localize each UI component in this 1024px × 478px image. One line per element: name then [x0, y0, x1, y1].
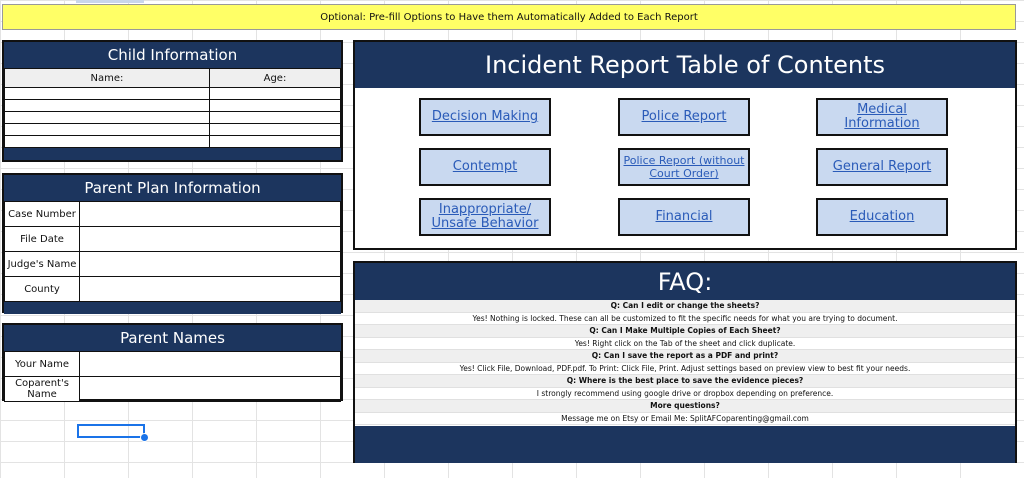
child-age-cell[interactable]: [209, 124, 340, 136]
judges-name-label: Judge's Name: [5, 252, 80, 277]
child-age-cell[interactable]: [209, 100, 340, 112]
child-age-header: Age:: [209, 69, 340, 88]
child-age-cell[interactable]: [209, 88, 340, 100]
parent-plan-footer: [4, 302, 341, 314]
toc-link-police-report[interactable]: Police Report: [618, 98, 750, 136]
faq-answer: Yes! Click File, Download, PDF.pdf. To Print: Click File, Print. Adjust settings based on preview view to best fit your needs.: [355, 363, 1015, 376]
faq-question: More questions?: [355, 400, 1015, 413]
case-number-label: Case Number: [5, 202, 80, 227]
faq-answer: Message me on Etsy or Email Me: SplitAFCoparenting@gmail.com: [355, 413, 1015, 426]
child-information-footer: [4, 148, 341, 160]
faq-answer: Yes! Nothing is locked. These can all be customized to fit the specific needs for what you are trying to document.: [355, 313, 1015, 326]
faq-panel: [353, 261, 1017, 463]
case-number-field[interactable]: [80, 202, 341, 227]
child-name-header: Name:: [5, 69, 210, 88]
prefill-banner: Optional: Pre-fill Options to Have them Automatically Added to Each Report: [2, 4, 1016, 30]
child-name-cell[interactable]: [5, 136, 210, 148]
toc-panel: [353, 40, 1017, 250]
child-name-cell[interactable]: [5, 124, 210, 136]
file-date-field[interactable]: [80, 227, 341, 252]
coparent-name-label: Coparent's Name: [5, 377, 80, 402]
parent-names-title: Parent Names: [4, 325, 341, 351]
toc-link-general-report[interactable]: General Report: [816, 148, 948, 186]
county-field[interactable]: [80, 277, 341, 302]
child-age-cell[interactable]: [209, 112, 340, 124]
faq-answer: Yes! Right click on the Tab of the sheet and click duplicate.: [355, 338, 1015, 351]
toc-link-police-report-without-court-order[interactable]: Police Report (without Court Order): [618, 148, 750, 186]
child-information-panel: [2, 40, 343, 162]
toc-link-contempt[interactable]: Contempt: [419, 148, 551, 186]
toc-title: Incident Report Table of Contents: [355, 42, 1015, 88]
your-name-label: Your Name: [5, 352, 80, 377]
toc-link-education[interactable]: Education: [816, 198, 948, 236]
toc-link-inappropriate-unsafe-behavior[interactable]: Inappropriate/ Unsafe Behavior: [419, 198, 551, 236]
selected-column-header: [76, 0, 144, 3]
fill-handle[interactable]: [140, 433, 149, 442]
county-label: County: [5, 277, 80, 302]
file-date-label: File Date: [5, 227, 80, 252]
faq-question: Q: Can I edit or change the sheets?: [355, 300, 1015, 313]
faq-title: FAQ:: [355, 263, 1015, 300]
toc-link-decision-making[interactable]: Decision Making: [419, 98, 551, 136]
parent-plan-panel: [2, 173, 343, 313]
child-information-title: Child Information: [4, 42, 341, 68]
toc-link-medical-information[interactable]: Medical Information: [816, 98, 948, 136]
child-name-cell[interactable]: [5, 112, 210, 124]
judges-name-field[interactable]: [80, 252, 341, 277]
parent-plan-title: Parent Plan Information: [4, 175, 341, 201]
faq-footer: [355, 426, 1015, 463]
faq-question: Q: Where is the best place to save the evidence pieces?: [355, 375, 1015, 388]
toc-link-financial[interactable]: Financial: [618, 198, 750, 236]
parent-names-panel: [2, 323, 343, 401]
faq-answer: I strongly recommend using google drive or dropbox depending on preference.: [355, 388, 1015, 401]
faq-question: Q: Can I Make Multiple Copies of Each Sheet?: [355, 325, 1015, 338]
faq-question: Q: Can I save the report as a PDF and print?: [355, 350, 1015, 363]
coparent-name-field[interactable]: [80, 377, 341, 402]
child-name-cell[interactable]: [5, 88, 210, 100]
selected-cell[interactable]: [77, 424, 145, 438]
your-name-field[interactable]: [80, 352, 341, 377]
child-age-cell[interactable]: [209, 136, 340, 148]
child-name-cell[interactable]: [5, 100, 210, 112]
